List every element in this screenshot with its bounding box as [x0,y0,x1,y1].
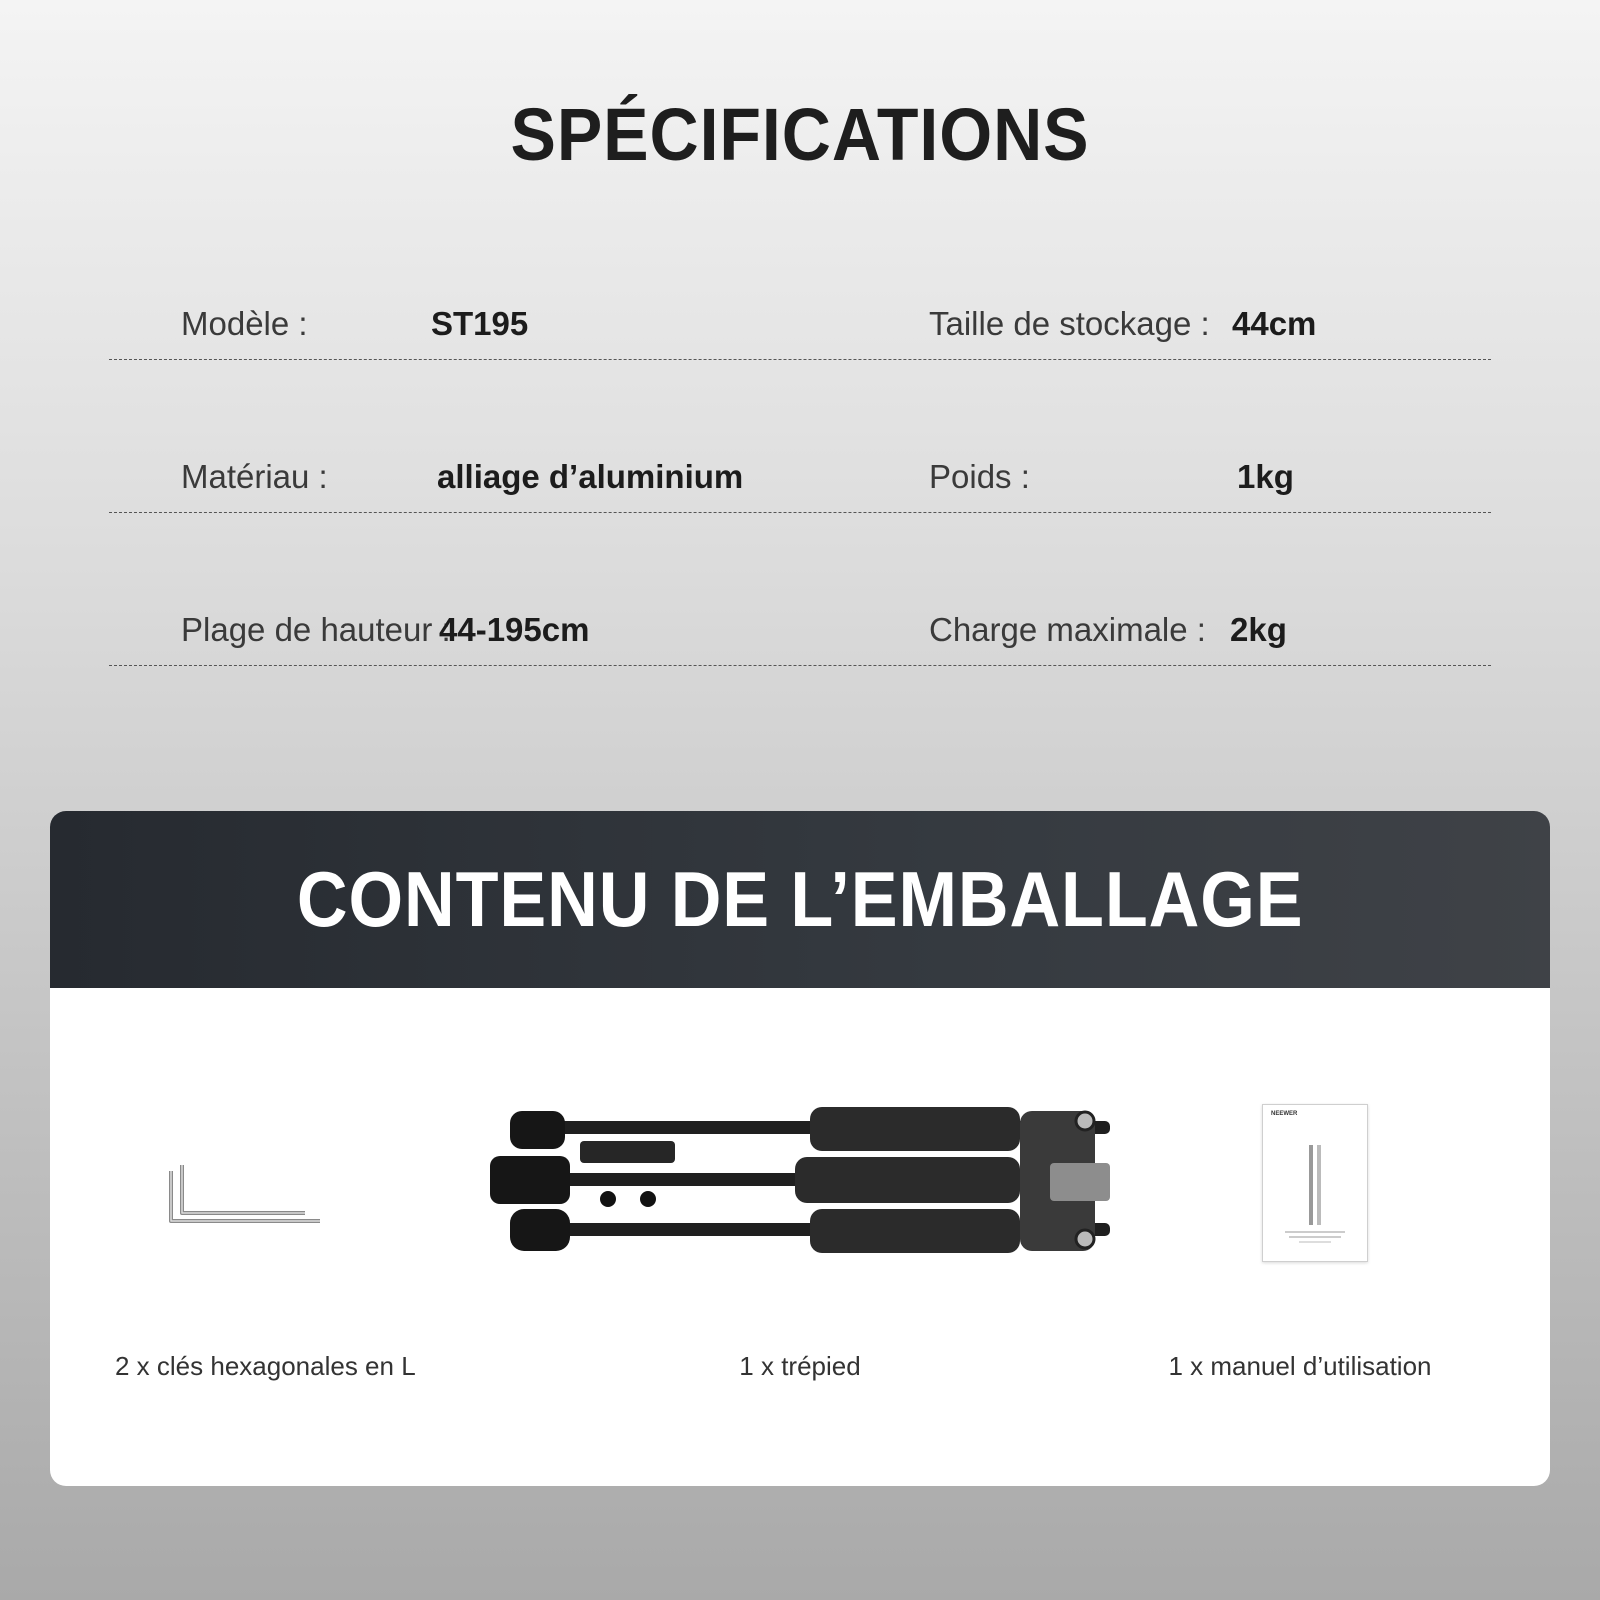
item-caption-manual: 1 x manuel d’utilisation [1168,1351,1432,1381]
package-contents-panel [50,811,1550,1486]
spec-value-storage-size: 44cm [1232,305,1317,342]
item-caption-hex-keys: 2 x clés hexagonales en L [115,1351,416,1381]
spec-value-max-load: 2kg [1230,611,1287,648]
spec-label-weight: Poids : [929,458,1030,495]
spec-value-material: alliage d’aluminium [437,458,744,495]
spec-value-height-range: 44-195cm [439,611,590,648]
spec-value-model: ST195 [431,305,529,342]
spec-label-max-load: Charge maximale : [929,611,1206,648]
spec-label-model: Modèle : [181,305,308,342]
spec-label-height-range: Plage de hauteur : [181,611,451,648]
item-caption-tripod: 1 x trépied [739,1351,861,1381]
spec-row [109,442,1491,513]
page-title: SPÉCIFICATIONS [510,93,1090,176]
spec-label-storage-size: Taille de stockage : [929,305,1210,342]
spec-label-material: Matériau : [181,458,328,495]
spec-row [109,595,1491,666]
package-contents-header [50,811,1550,988]
tripod-image [480,1101,1200,1271]
manual-image [1262,1104,1368,1262]
spec-value-weight: 1kg [1237,458,1294,495]
manual-brand-logo: NEEWER [1271,1111,1298,1117]
hex-key-icon [165,1161,325,1231]
package-contents-title: CONTENU DE L’EMBALLAGE [296,855,1304,943]
spec-row [109,289,1491,360]
